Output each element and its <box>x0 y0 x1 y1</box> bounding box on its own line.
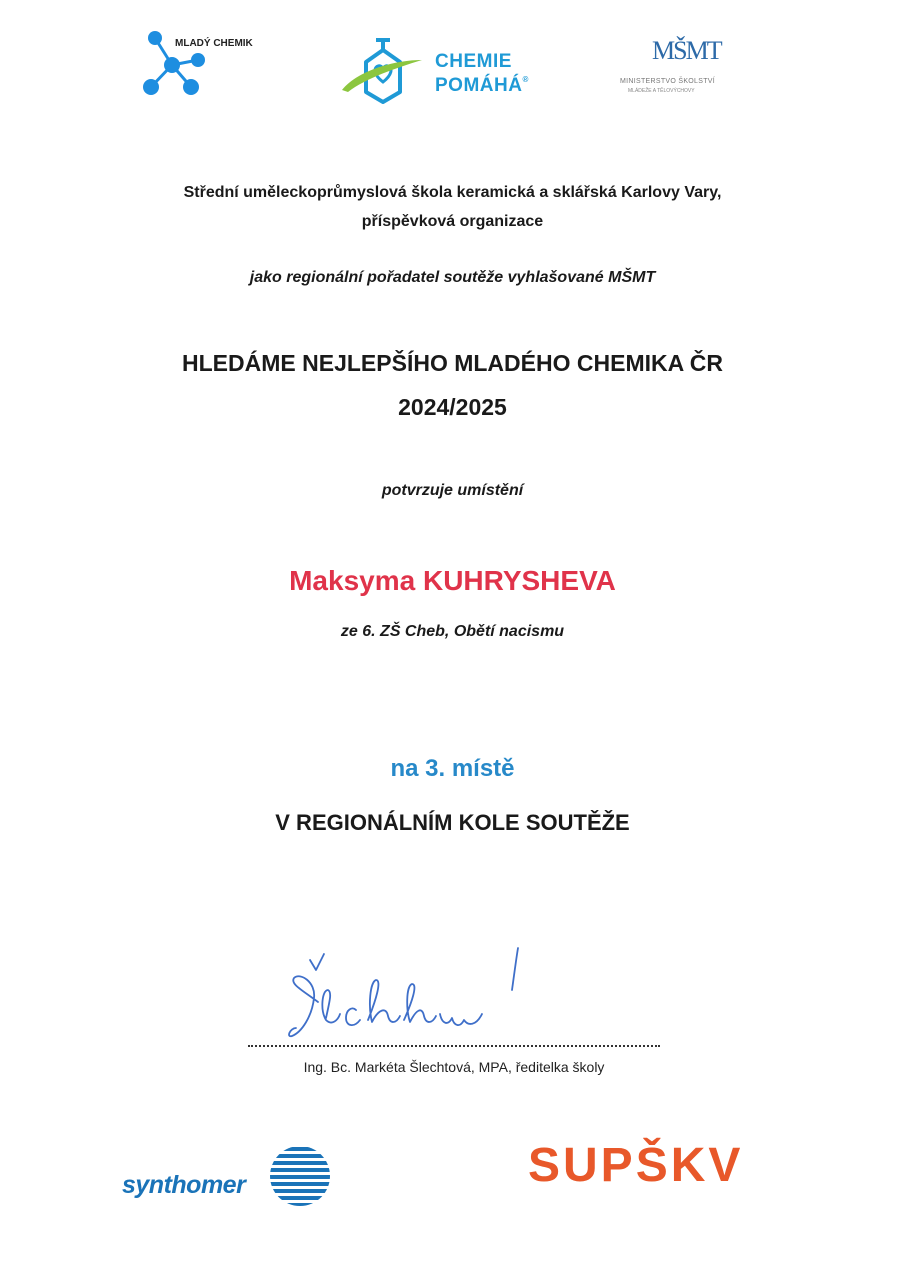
synthomer-label: synthomer <box>122 1171 246 1199</box>
mlady-chemik-label: MLADÝ CHEMIK <box>175 38 253 49</box>
chemie-label: CHEMIE <box>435 51 512 72</box>
handwritten-signature <box>272 940 532 1050</box>
flask-heart-icon <box>336 34 426 108</box>
msmt-logo <box>612 36 752 100</box>
supsku-logo: SUPŠKV <box>528 1139 744 1192</box>
msmt-line1: MINISTERSTVO ŠKOLSTVÍ <box>620 78 715 85</box>
school-name-line2: příspěvková organizace <box>361 213 544 230</box>
pomaha-text: POMÁHÁ <box>435 75 523 96</box>
msmt-abbr: MŠMT <box>652 36 721 65</box>
chemie-pomaha-logo <box>336 34 556 108</box>
student-school: ze 6. ZŠ Cheb, Obětí nacismu <box>340 623 565 640</box>
competition-round: V REGIONÁLNÍM KOLE SOUTĚŽE <box>275 810 630 835</box>
pomaha-label <box>435 75 529 97</box>
placement: na 3. místě <box>390 755 515 782</box>
student-name: Maksyma KUHRYSHEVA <box>289 565 616 596</box>
signature-line <box>248 1045 660 1047</box>
synthomer-logo <box>120 1140 340 1210</box>
msmt-line2: MLÁDEŽE A TĚLOVÝCHOVY <box>628 88 695 94</box>
striped-globe-icon <box>268 1144 332 1208</box>
mlady-chemik-logo <box>138 28 278 100</box>
school-name-line1: Střední uměleckoprůmyslová škola keramická a sklářská Karlovy Vary, <box>183 184 722 201</box>
organizer-text: jako regionální pořadatel soutěže vyhlašované MŠMT <box>249 269 656 286</box>
competition-title: HLEDÁME NEJLEPŠÍHO MLADÉHO CHEMIKA ČR <box>182 350 723 376</box>
confirms-text: potvrzuje umístění <box>381 482 524 499</box>
signatory-name: Ing. Bc. Markéta Šlechtová, MPA, ředitelka školy <box>303 1059 605 1075</box>
registered-mark: ® <box>522 75 529 84</box>
competition-year: 2024/2025 <box>398 394 507 420</box>
